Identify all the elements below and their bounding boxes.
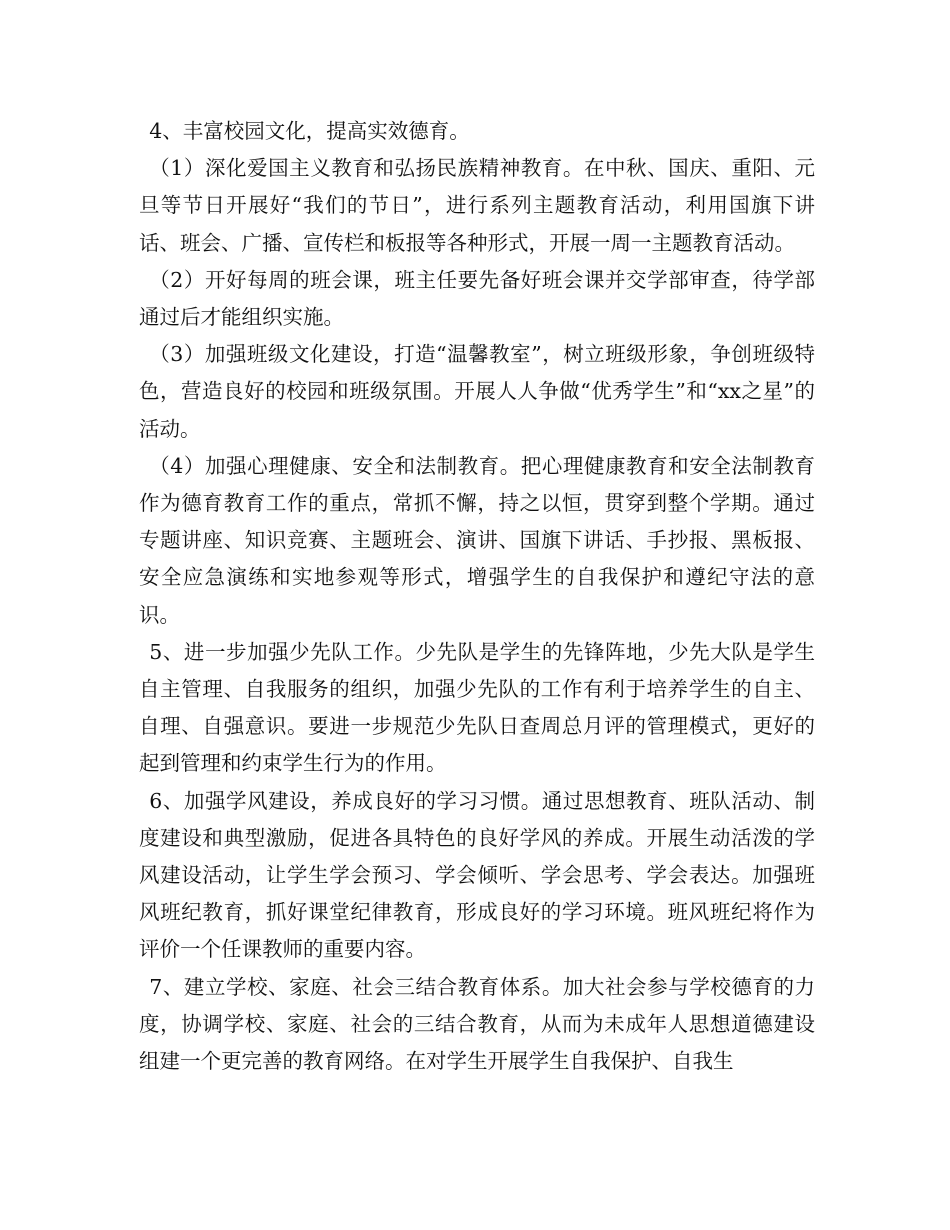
paragraph-section-4: 4、丰富校园文化，提高实效德育。 (149, 119, 470, 143)
paragraph-item-2: （2）开好每周的班会课，班主任要先备好班会课并交学部审查，待学部通过后才能组织实施。 (139, 267, 815, 330)
paragraph-item-4: （4）加强心理健康、安全和法制教育。把心理健康教育和安全法制教育作为德育教育工作的重点，常抓不懈，持之以恒，贯穿到整个学期。通过专题讲座、知识竞赛、主题班会、演讲、国旗下讲话、手抄报、黑板报、安全应急演练和实地参观等形式，增强学生的自我保护和遵纪守法的意识。 (139, 453, 815, 627)
paragraph-section-7: 7、建立学校、家庭、社会三结合教育体系。加大社会参与学校德育的力度，协调学校、家庭、社会的三结合教育，从而为未成年人思想道德建设组建一个更完善的教育网络。在对学生开展学生自我保护、自我生 (139, 974, 815, 1074)
paragraph-section-6: 6、加强学风建设，养成良好的学习习惯。通过思想教育、班队活动、制度建设和典型激励，促进各具特色的良好学风的养成。开展生动活泼的学风建设活动，让学生学会预习、学会倾听、学会思考、学会表达。加强班风班纪教育，抓好课堂纪律教育，形成良好的学习环境。班风班纪将作为评价一个任课教师的重要内容。 (139, 788, 815, 962)
paragraph-section-5: 5、进一步加强少先队工作。少先队是学生的先锋阵地，少先大队是学生自主管理、自我服务的组织，加强少先队的工作有利于培养学生的自主、自理、自强意识。要进一步规范少先队日查周总月评的管理模式，更好的起到管理和约束学生行为的作用。 (139, 639, 815, 776)
paragraph-item-3: （3）加强班级文化建设，打造“温馨教室”，树立班级形象，争创班级特色，营造良好的校园和班级氛围。开展人人争做“优秀学生”和“xx之星”的活动。 (139, 342, 815, 441)
document-body (139, 113, 815, 1080)
paragraph-item-1: （1）深化爱国主义教育和弘扬民族精神教育。在中秋、国庆、重阳、元旦等节日开展好“我们的节日”，进行系列主题教育活动，利用国旗下讲话、班会、广播、宣传栏和板报等各种形式，开展一周一主题教育活动。 (139, 156, 815, 255)
